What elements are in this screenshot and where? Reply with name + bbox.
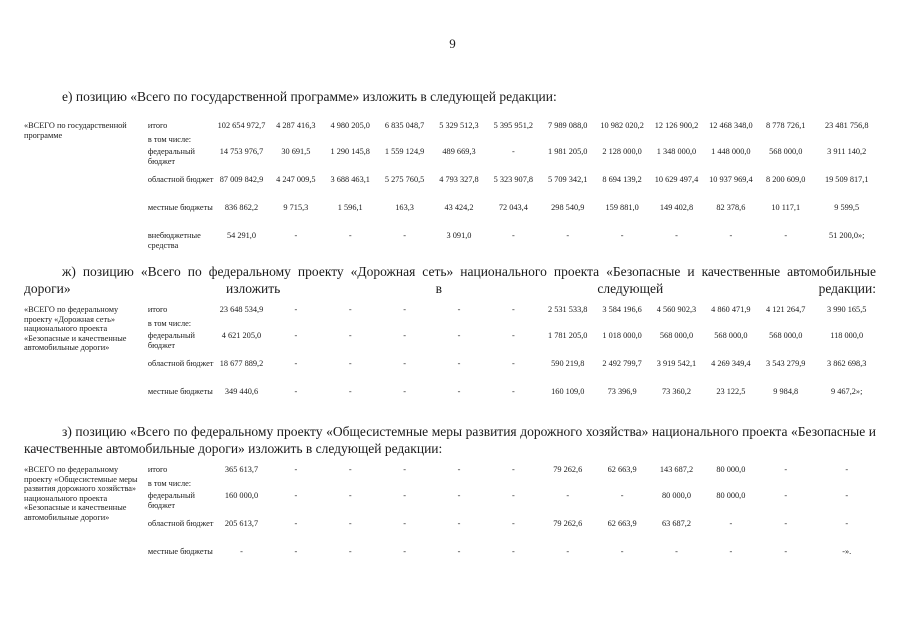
value-cell: 4 121 264,7 [766, 305, 806, 314]
value-cell: - [511, 491, 515, 500]
value-cell: 87 009 842,9 [219, 175, 264, 184]
value-cell: 3 911 140,2 [827, 147, 867, 156]
value-cell: 79 262,6 [553, 519, 583, 528]
value-cell: - [348, 231, 352, 240]
value-cell: 23 648 534,9 [219, 305, 264, 314]
value-cell [595, 319, 649, 331]
value-cell [214, 319, 268, 331]
value-cell: - [784, 491, 788, 500]
page-number: 9 [449, 36, 456, 51]
value-cell: - [784, 465, 788, 474]
value-cell: - [845, 519, 849, 528]
value-cell: 1 448 000,0 [711, 147, 751, 156]
table-row [24, 319, 880, 331]
value-cell [486, 479, 540, 491]
value-cell: 365 613,7 [224, 465, 259, 474]
value-cell: - [403, 331, 406, 340]
value-cell: 30 691,5 [281, 147, 311, 156]
value-cell: 568 000,0 [769, 147, 803, 156]
value-cell: 80 000,0 [716, 465, 746, 474]
section-z-table [24, 465, 880, 575]
value-cell: 1 559 124,9 [384, 147, 425, 156]
value-cell: - [457, 359, 461, 368]
value-cell: - [403, 547, 406, 556]
value-cell: - [457, 331, 461, 340]
value-cell: 8 694 139,2 [602, 175, 642, 184]
value-cell [486, 319, 540, 331]
table-row [24, 465, 880, 479]
value-cell: 6 835 048,7 [384, 121, 425, 130]
value-cell [323, 479, 377, 491]
table-row [24, 135, 880, 147]
value-cell: - [294, 305, 298, 314]
table-row [24, 147, 880, 175]
value-cell: - [729, 519, 733, 528]
value-cell [649, 135, 703, 147]
value-cell: 72 043,4 [498, 203, 528, 212]
value-cell: 1 981 205,0 [548, 147, 588, 156]
value-cell: 3 862 698,3 [827, 359, 867, 368]
value-cell [649, 319, 703, 331]
value-cell: - [403, 465, 406, 474]
row-label: федеральный бюджет [147, 491, 195, 510]
value-cell: - [511, 331, 515, 340]
value-cell: 19 509 817,1 [824, 175, 869, 184]
value-cell: - [403, 305, 406, 314]
value-cell: 5 323 907,8 [493, 175, 534, 184]
value-cell: - [729, 231, 733, 240]
table-row [24, 359, 880, 387]
value-cell: - [511, 147, 515, 156]
value-cell: - [620, 231, 624, 240]
value-cell: 349 440,6 [224, 387, 259, 396]
value-cell [704, 319, 758, 331]
value-cell: 568 000,0 [769, 331, 803, 340]
value-cell: 10 937 969,4 [709, 175, 753, 184]
value-cell: - [457, 519, 461, 528]
value-cell: 80 000,0 [661, 491, 692, 500]
value-cell: - [511, 465, 515, 474]
table-row [24, 203, 880, 231]
value-cell: 54 291,0 [226, 231, 257, 240]
value-cell: 7 989 088,0 [548, 121, 588, 130]
value-cell [704, 135, 758, 147]
position-label: «ВСЕГО по государственной программе [24, 121, 127, 140]
value-cell: 4 980 205,0 [330, 121, 370, 130]
value-cell: - [620, 547, 624, 556]
value-cell: 4 621 205,0 [221, 331, 262, 340]
value-cell: 18 677 889,2 [219, 359, 264, 368]
row-label: итого [147, 465, 168, 474]
value-cell: - [457, 387, 461, 396]
value-cell: 568 000,0 [714, 331, 748, 340]
value-cell [813, 135, 880, 147]
value-cell: 8 778 726,1 [766, 121, 806, 130]
value-cell [323, 319, 377, 331]
value-cell: -». [842, 547, 852, 556]
value-cell: 4 247 009,5 [276, 175, 316, 184]
value-cell: 12 126 900,2 [654, 121, 699, 130]
value-cell: - [457, 547, 461, 556]
value-cell: - [511, 387, 515, 396]
value-cell: 63 687,2 [661, 519, 692, 528]
table-row [24, 387, 880, 415]
value-cell: - [675, 547, 678, 556]
value-cell: - [294, 547, 298, 556]
value-cell: - [457, 491, 461, 500]
value-cell: 5 395 951,2 [493, 121, 534, 130]
value-cell: - [457, 305, 461, 314]
section-e-table [24, 121, 880, 259]
value-cell: 4 860 471,9 [711, 305, 751, 314]
row-label: областной бюджет [147, 519, 214, 528]
value-cell: 5 709 342,1 [548, 175, 588, 184]
value-cell: 4 560 902,3 [656, 305, 697, 314]
value-cell: 143 687,2 [659, 465, 694, 474]
value-cell: 62 663,9 [607, 519, 637, 528]
value-cell [541, 479, 595, 491]
value-cell: - [294, 465, 298, 474]
value-cell [432, 319, 486, 331]
value-cell [377, 319, 431, 331]
value-cell: - [348, 547, 352, 556]
value-cell: 10 117,1 [771, 203, 801, 212]
table-row [24, 305, 880, 319]
value-cell: - [294, 331, 298, 340]
value-cell [269, 479, 323, 491]
value-cell: 3 990 165,5 [827, 305, 867, 314]
value-cell: 3 543 279,9 [766, 359, 806, 368]
value-cell: 1 290 145,8 [330, 147, 370, 156]
value-cell: 10 629 497,4 [654, 175, 699, 184]
value-cell: 1 018 000,0 [602, 331, 642, 340]
value-cell [704, 479, 758, 491]
value-cell: 2 128 000,0 [602, 147, 642, 156]
value-cell: 118 000,0 [830, 331, 864, 340]
table-row [24, 547, 880, 575]
value-cell [758, 135, 813, 147]
value-cell [486, 135, 540, 147]
row-label: в том числе: [147, 479, 192, 488]
value-cell: 1 596,1 [337, 203, 363, 212]
value-cell: 5 329 512,3 [439, 121, 479, 130]
value-cell: 80 000,0 [716, 491, 746, 500]
value-cell: 1 348 000,0 [656, 147, 697, 156]
value-cell: 568 000,0 [659, 331, 694, 340]
value-cell [758, 319, 813, 331]
value-cell: 73 360,2 [661, 387, 692, 396]
value-cell: 163,3 [395, 203, 414, 212]
value-cell: - [566, 547, 570, 556]
value-cell: - [845, 465, 849, 474]
row-label: местные бюджеты [147, 203, 213, 212]
value-cell: 5 275 760,5 [384, 175, 425, 184]
value-cell: - [348, 305, 352, 314]
value-cell: - [348, 359, 352, 368]
value-cell: 79 262,6 [553, 465, 583, 474]
value-cell: - [348, 491, 352, 500]
row-label: итого [147, 305, 168, 314]
value-cell: 205 613,7 [224, 519, 259, 528]
row-label: областной бюджет [147, 175, 214, 184]
value-cell: - [348, 465, 352, 474]
value-cell: 1 781 205,0 [548, 331, 588, 340]
value-cell: 23 481 756,8 [824, 121, 869, 130]
section-zh-heading: ж) позицию «Всего по федеральному проекту «Дорожная сеть» национального проекта «Безопасные и качественные автомобильные дороги» изложить в следующей редакции: [24, 264, 876, 296]
value-cell [323, 135, 377, 147]
value-cell: 160 000,0 [224, 491, 259, 500]
table-row [24, 121, 880, 135]
table-row [24, 479, 880, 491]
row-label: в том числе: [147, 135, 192, 144]
table-row [24, 231, 880, 259]
row-label: внебюджетные средства [147, 231, 201, 250]
section-z-heading: з) позицию «Всего по федеральному проекту «Общесистемные меры развития дорожного хозяйства» национального проекта «Безопасные и качественные автомобильные дороги» изложить в следующей редакции: [24, 424, 876, 456]
value-cell [541, 319, 595, 331]
value-cell: 160 109,0 [551, 387, 585, 396]
value-cell: - [511, 231, 515, 240]
value-cell: 23 122,5 [716, 387, 746, 396]
row-label: в том числе: [147, 319, 192, 328]
value-cell [595, 135, 649, 147]
value-cell: - [511, 359, 515, 368]
value-cell: - [294, 491, 298, 500]
value-cell: - [566, 491, 570, 500]
value-cell: - [403, 491, 406, 500]
value-cell: - [566, 231, 570, 240]
value-cell: 14 753 976,7 [219, 147, 264, 156]
value-cell: 10 982 020,2 [600, 121, 644, 130]
value-cell: 82 378,6 [716, 203, 746, 212]
value-cell: - [403, 231, 406, 240]
value-cell [649, 479, 703, 491]
value-cell: - [403, 519, 406, 528]
row-label: областной бюджет [147, 359, 214, 368]
value-cell: 9 467,2»; [831, 387, 863, 396]
value-cell: - [403, 359, 406, 368]
table-row [24, 491, 880, 519]
value-cell [813, 319, 880, 331]
position-label: «ВСЕГО по федеральному проекту «Дорожная сеть» национального проекта «Безопасные и качественные автомобильные дороги» [24, 305, 127, 352]
value-cell: 4 793 327,8 [439, 175, 479, 184]
value-cell: 590 219,8 [551, 359, 585, 368]
value-cell: - [784, 231, 788, 240]
value-cell: - [845, 491, 849, 500]
value-cell: - [294, 359, 298, 368]
value-cell: - [675, 231, 678, 240]
value-cell: 3 091,0 [446, 231, 472, 240]
value-cell: - [240, 547, 243, 556]
value-cell: 836 862,2 [224, 203, 259, 212]
value-cell [541, 135, 595, 147]
value-cell [214, 479, 268, 491]
value-cell: - [729, 547, 733, 556]
position-label: «ВСЕГО по федеральному проекту «Общесистемные меры развития дорожного хозяйства» национального проекта «Безопасные и качественные автомобильные дороги» [24, 465, 138, 522]
value-cell: 149 402,8 [659, 203, 694, 212]
value-cell: 51 200,0»; [828, 231, 865, 240]
value-cell: 9 984,8 [773, 387, 799, 396]
table-row [24, 519, 880, 547]
row-label: местные бюджеты [147, 547, 213, 556]
value-cell: - [511, 547, 515, 556]
value-cell: 3 584 196,6 [602, 305, 642, 314]
value-cell: 298 540,9 [551, 203, 585, 212]
value-cell: 12 468 348,0 [709, 121, 753, 130]
table-row [24, 175, 880, 203]
value-cell: 9 715,3 [283, 203, 309, 212]
value-cell: 489 669,3 [442, 147, 476, 156]
table-row [24, 331, 880, 359]
value-cell [432, 479, 486, 491]
value-cell: 43 424,2 [444, 203, 474, 212]
value-cell [595, 479, 649, 491]
row-label: итого [147, 121, 168, 130]
value-cell: - [348, 387, 352, 396]
row-label: местные бюджеты [147, 387, 213, 396]
value-cell: - [348, 331, 352, 340]
value-cell: - [403, 387, 406, 396]
value-cell: 4 287 416,3 [276, 121, 316, 130]
value-cell: - [620, 491, 624, 500]
value-cell [813, 479, 880, 491]
value-cell [377, 479, 431, 491]
value-cell [269, 135, 323, 147]
value-cell: - [348, 519, 352, 528]
value-cell: 3 688 463,1 [330, 175, 370, 184]
section-e-heading: е) позицию «Всего по государственной программе» изложить в следующей редакции: [62, 89, 557, 104]
value-cell: - [784, 547, 788, 556]
value-cell: - [457, 465, 461, 474]
value-cell [214, 135, 268, 147]
value-cell: - [294, 519, 298, 528]
value-cell: - [511, 305, 515, 314]
section-zh-table [24, 305, 880, 415]
value-cell [269, 319, 323, 331]
value-cell: 73 396,9 [607, 387, 637, 396]
value-cell: 159 881,0 [605, 203, 639, 212]
value-cell [377, 135, 431, 147]
value-cell: 8 200 609,0 [766, 175, 806, 184]
value-cell: - [294, 231, 298, 240]
value-cell: 62 663,9 [607, 465, 637, 474]
value-cell: 2 531 533,8 [548, 305, 588, 314]
row-label: федеральный бюджет [147, 147, 195, 166]
value-cell [758, 479, 813, 491]
value-cell: 4 269 349,4 [711, 359, 751, 368]
value-cell [432, 135, 486, 147]
value-cell: - [294, 387, 298, 396]
row-label: федеральный бюджет [147, 331, 195, 350]
value-cell: 3 919 542,1 [656, 359, 697, 368]
value-cell: 2 492 799,7 [602, 359, 642, 368]
value-cell: 9 599,5 [834, 203, 860, 212]
value-cell: 102 654 972,7 [217, 121, 266, 130]
value-cell: - [784, 519, 788, 528]
value-cell: - [511, 519, 515, 528]
